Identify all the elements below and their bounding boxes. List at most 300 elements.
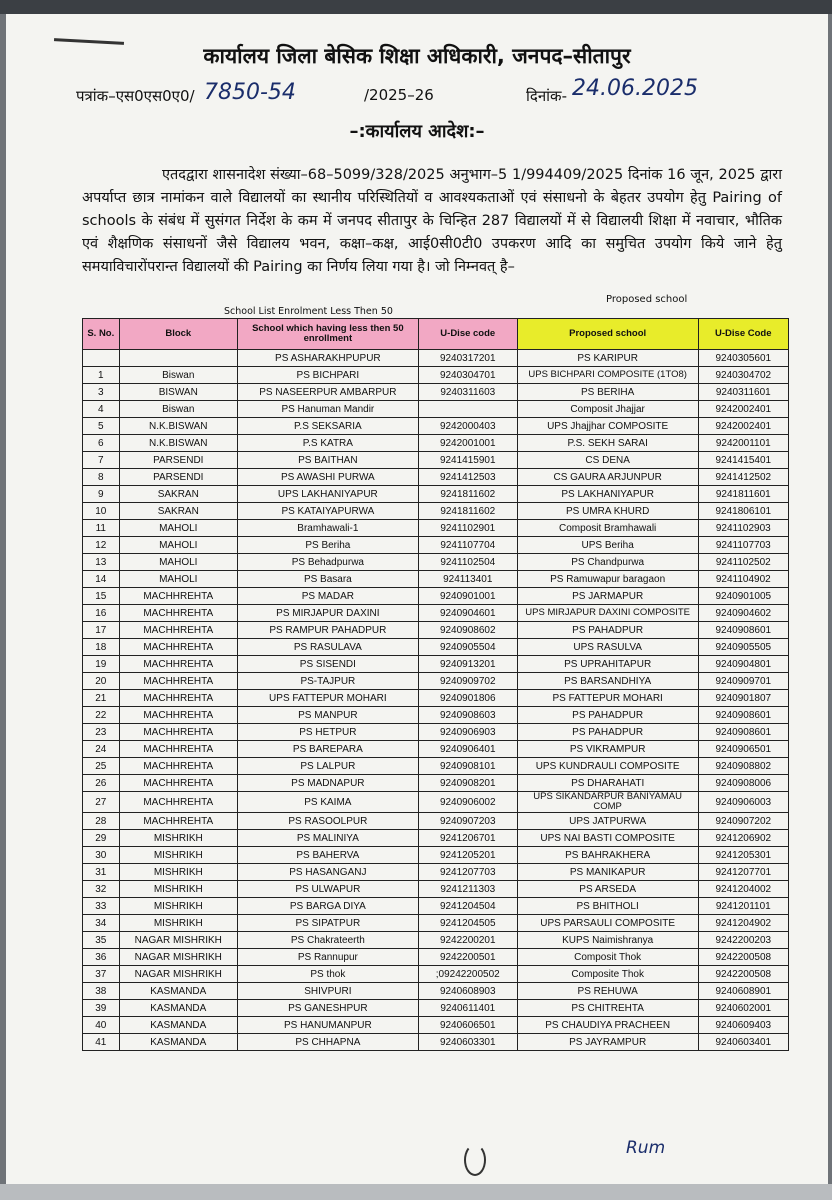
cell-school: PS RAMPUR PAHADPUR <box>237 622 418 639</box>
cell-udise: 9241206701 <box>418 830 517 847</box>
cell-block: MAHOLI <box>119 571 237 588</box>
cell-udise: 9240901806 <box>418 690 517 707</box>
cell-proposed-school: UPS NAI BASTI COMPOSITE <box>517 830 698 847</box>
date-value: 24.06.2025 <box>572 76 698 101</box>
cell-udise: 9241412503 <box>418 469 517 486</box>
cell-sno: 17 <box>83 622 120 639</box>
cell-proposed-school: PS JAYRAMPUR <box>517 1034 698 1051</box>
cell-block: MACHHREHTA <box>119 813 237 830</box>
table-row <box>83 1000 789 1017</box>
table-row <box>83 452 789 469</box>
cell-proposed-school: PS VIKRAMPUR <box>517 741 698 758</box>
cell-proposed-udise: 9241806101 <box>698 503 788 520</box>
cell-school: P.S SEKSARIA <box>237 418 418 435</box>
cell-proposed-udise: 9241207701 <box>698 864 788 881</box>
cell-proposed-udise: 9240905505 <box>698 639 788 656</box>
cell-block: MACHHREHTA <box>119 588 237 605</box>
cell-proposed-school: PS BARSANDHIYA <box>517 673 698 690</box>
cell-school: PS-TAJPUR <box>237 673 418 690</box>
cell-sno: 16 <box>83 605 120 622</box>
cell-block: MISHRIKH <box>119 847 237 864</box>
cell-proposed-udise: 9241201101 <box>698 898 788 915</box>
cell-school: PS SISENDI <box>237 656 418 673</box>
cell-block: MISHRIKH <box>119 898 237 915</box>
cell-school: PS GANESHPUR <box>237 1000 418 1017</box>
cell-school: PS Chakrateerth <box>237 932 418 949</box>
table-row <box>83 384 789 401</box>
cell-proposed-school: PS DHARAHATI <box>517 775 698 792</box>
cell-proposed-udise: 9240608901 <box>698 983 788 1000</box>
table-row <box>83 673 789 690</box>
cell-proposed-udise: 9241415401 <box>698 452 788 469</box>
cell-udise: 9240908602 <box>418 622 517 639</box>
cell-school: PS KAIMA <box>237 792 418 813</box>
cell-proposed-udise: 9241107703 <box>698 537 788 554</box>
cell-proposed-school: PS CHITREHTA <box>517 1000 698 1017</box>
cell-proposed-udise: 9241206902 <box>698 830 788 847</box>
cell-udise: 9240905504 <box>418 639 517 656</box>
cell-sno: 41 <box>83 1034 120 1051</box>
cell-block: MACHHREHTA <box>119 622 237 639</box>
cell-proposed-udise: 9240908802 <box>698 758 788 775</box>
cell-school: PS MIRJAPUR DAXINI <box>237 605 418 622</box>
cell-sno: 36 <box>83 949 120 966</box>
cell-school: UPS LAKHANIYAPUR <box>237 486 418 503</box>
cell-udise: 9240906401 <box>418 741 517 758</box>
table-header-row <box>83 319 789 350</box>
cell-proposed-school: PS PAHADPUR <box>517 707 698 724</box>
cell-block: MACHHREHTA <box>119 656 237 673</box>
cell-block: Biswan <box>119 367 237 384</box>
office-title: कार्यालय जिला बेसिक शिक्षा अधिकारी, जनपद–सीतापुर <box>203 44 631 68</box>
cell-udise: 924113401 <box>418 571 517 588</box>
cell-proposed-udise: 9240901807 <box>698 690 788 707</box>
cell-udise: 9240908101 <box>418 758 517 775</box>
cell-block: MAHOLI <box>119 537 237 554</box>
cell-sno: 30 <box>83 847 120 864</box>
cell-sno: 25 <box>83 758 120 775</box>
cell-block: KASMANDA <box>119 1017 237 1034</box>
cell-school: PS ASHARAKHPUPUR <box>237 350 418 367</box>
cell-proposed-school: CS GAURA ARJUNPUR <box>517 469 698 486</box>
table-row <box>83 741 789 758</box>
table-row <box>83 881 789 898</box>
cell-sno: 12 <box>83 537 120 554</box>
table-row <box>83 724 789 741</box>
cell-school: PS BICHPARI <box>237 367 418 384</box>
table-row <box>83 418 789 435</box>
header-sno: S. No. <box>83 319 120 350</box>
cell-school: PS MADAR <box>237 588 418 605</box>
cell-udise: 9240901001 <box>418 588 517 605</box>
cell-block: PARSENDI <box>119 452 237 469</box>
cell-proposed-udise: 9241204902 <box>698 915 788 932</box>
cell-proposed-udise: 9240304702 <box>698 367 788 384</box>
ref-number: 7850-54 <box>204 80 296 105</box>
cell-sno: 10 <box>83 503 120 520</box>
cell-udise: 9240608903 <box>418 983 517 1000</box>
cell-sno: 31 <box>83 864 120 881</box>
cell-udise: 9240913201 <box>418 656 517 673</box>
cell-block: MAHOLI <box>119 554 237 571</box>
table-caption-right: Proposed school <box>606 294 688 305</box>
cell-udise: 9240317201 <box>418 350 517 367</box>
cell-udise: 9240908603 <box>418 707 517 724</box>
cell-proposed-school: PS FATTEPUR MOHARI <box>517 690 698 707</box>
table-row <box>83 605 789 622</box>
cell-proposed-udise: 9240901005 <box>698 588 788 605</box>
cell-proposed-school: PS BERIHA <box>517 384 698 401</box>
cell-proposed-udise: 9241104902 <box>698 571 788 588</box>
cell-block: KASMANDA <box>119 1034 237 1051</box>
cell-sno: 29 <box>83 830 120 847</box>
cell-school: PS HANUMANPUR <box>237 1017 418 1034</box>
header-block: Block <box>119 319 237 350</box>
cell-proposed-udise: 9241205301 <box>698 847 788 864</box>
pairing-table <box>82 318 789 1051</box>
table-row <box>83 1034 789 1051</box>
cell-sno: 14 <box>83 571 120 588</box>
cell-proposed-school: UPS Jhajjhar COMPOSITE <box>517 418 698 435</box>
cell-udise: 9241211303 <box>418 881 517 898</box>
cell-udise: 9241811602 <box>418 486 517 503</box>
cell-sno: 7 <box>83 452 120 469</box>
cell-proposed-udise: 9240906501 <box>698 741 788 758</box>
table-row <box>83 520 789 537</box>
table-row <box>83 915 789 932</box>
cell-block: KASMANDA <box>119 983 237 1000</box>
cell-sno: 1 <box>83 367 120 384</box>
cell-block: MACHHREHTA <box>119 741 237 758</box>
cell-sno: 19 <box>83 656 120 673</box>
cell-sno: 34 <box>83 915 120 932</box>
cell-block: NAGAR MISHRIKH <box>119 932 237 949</box>
cell-proposed-school: UPS MIRJAPUR DAXINI COMPOSITE <box>517 605 698 622</box>
cell-block: N.K.BISWAN <box>119 435 237 452</box>
cell-sno: 27 <box>83 792 120 813</box>
cell-udise: 9241204505 <box>418 915 517 932</box>
cell-proposed-udise: 9241102502 <box>698 554 788 571</box>
cell-block: MACHHREHTA <box>119 758 237 775</box>
cell-proposed-udise: 9241102903 <box>698 520 788 537</box>
cell-sno: 38 <box>83 983 120 1000</box>
table-row <box>83 949 789 966</box>
table-row <box>83 435 789 452</box>
table-row <box>83 469 789 486</box>
cell-sno: 22 <box>83 707 120 724</box>
cell-udise: 9242200201 <box>418 932 517 949</box>
document-page <box>6 14 828 1184</box>
cell-block: MACHHREHTA <box>119 690 237 707</box>
cell-school: PS RASULAVA <box>237 639 418 656</box>
cell-school: PS ULWAPUR <box>237 881 418 898</box>
table-row <box>83 932 789 949</box>
cell-proposed-udise: 9240906003 <box>698 792 788 813</box>
cell-udise: 9240906002 <box>418 792 517 813</box>
cell-sno <box>83 350 120 367</box>
cell-proposed-udise: 9240908601 <box>698 724 788 741</box>
table-row <box>83 1017 789 1034</box>
cell-proposed-school: Composit Jhajjar <box>517 401 698 418</box>
cell-sno: 20 <box>83 673 120 690</box>
cell-proposed-school: PS PAHADPUR <box>517 724 698 741</box>
header-proposed-school: Proposed school <box>517 319 698 350</box>
cell-block: PARSENDI <box>119 469 237 486</box>
cell-proposed-school: Composit Bramhawali <box>517 520 698 537</box>
cell-udise: 9242001001 <box>418 435 517 452</box>
cell-block: MACHHREHTA <box>119 792 237 813</box>
ref-label: पत्रांक–एस0एस0ए0/ <box>76 87 195 105</box>
cell-udise: 9241102504 <box>418 554 517 571</box>
cell-block: MACHHREHTA <box>119 724 237 741</box>
order-body: एतदद्वारा शासनादेश संख्या–68–5099/328/2025 अनुभाग–5 1/994409/2025 दिनांक 16 जून, 2025 द्वारा अपर्याप्त छात्र नामांकन वाले विद्यालयों का स्थानीय परिस्थितियों व आवश्यकताओं एवं संसाधनो के बेहतर उपयोग हेतु Pairing of schools के संबंध में सुसंगत निर्देश के कम में जनपद सीतापुर के चिन्हित 287 विद्यालयों में से विद्यालयी शिक्षा में नवाचार, भौतिक एवं शैक्षणिक संसाधनों जैसे विद्यालय भवन, कक्षा–कक्ष, आई0सी0टी0 उपकरण आदि का समुचित उपयोग किये जाने हेतु समयाविचारोंपरान्त विद्यालयों की Pairing का निर्णय लिया गया है। जो निम्नवत् है– <box>82 167 782 275</box>
cell-proposed-udise: 9242002401 <box>698 401 788 418</box>
header-proposed-udise: U-Dise Code <box>698 319 788 350</box>
cell-udise: 9241102901 <box>418 520 517 537</box>
table-row <box>83 350 789 367</box>
table-row <box>83 401 789 418</box>
cell-proposed-udise: 9242200508 <box>698 966 788 983</box>
cell-proposed-school: PS PAHADPUR <box>517 622 698 639</box>
cell-block: BISWAN <box>119 384 237 401</box>
cell-school: PS LALPUR <box>237 758 418 775</box>
cell-udise: 9240603301 <box>418 1034 517 1051</box>
cell-proposed-udise: 9240907202 <box>698 813 788 830</box>
cell-sno: 4 <box>83 401 120 418</box>
cell-proposed-udise: 9240908601 <box>698 622 788 639</box>
table-row <box>83 707 789 724</box>
cell-sno: 33 <box>83 898 120 915</box>
table-row <box>83 792 789 813</box>
cell-school: PS Basara <box>237 571 418 588</box>
cell-proposed-school: PS UMRA KHURD <box>517 503 698 520</box>
cell-sno: 11 <box>83 520 120 537</box>
cell-proposed-school: CS DENA <box>517 452 698 469</box>
cell-school: PS Behadpurwa <box>237 554 418 571</box>
cell-block: MISHRIKH <box>119 830 237 847</box>
cell-proposed-school: Composite Thok <box>517 966 698 983</box>
cell-school: PS BAREPARA <box>237 741 418 758</box>
cell-udise: 9241415901 <box>418 452 517 469</box>
cell-proposed-udise: 9242001101 <box>698 435 788 452</box>
cell-school: PS thok <box>237 966 418 983</box>
cell-school: PS MANPUR <box>237 707 418 724</box>
cell-block: NAGAR MISHRIKH <box>119 966 237 983</box>
cell-sno: 6 <box>83 435 120 452</box>
cell-school: PS BAITHAN <box>237 452 418 469</box>
cell-school: PS Beriha <box>237 537 418 554</box>
cell-proposed-udise: 9240305601 <box>698 350 788 367</box>
cell-school: PS CHHAPNA <box>237 1034 418 1051</box>
cell-block <box>119 350 237 367</box>
cell-school: PS RASOOLPUR <box>237 813 418 830</box>
cell-sno: 32 <box>83 881 120 898</box>
cell-proposed-school: Composit Thok <box>517 949 698 966</box>
cell-udise: 9240908201 <box>418 775 517 792</box>
cell-proposed-udise: 9241412502 <box>698 469 788 486</box>
cell-block: Biswan <box>119 401 237 418</box>
cell-school: P.S KATRA <box>237 435 418 452</box>
table-row <box>83 537 789 554</box>
cell-block: MACHHREHTA <box>119 707 237 724</box>
table-row <box>83 588 789 605</box>
table-row <box>83 813 789 830</box>
cell-udise: 9241107704 <box>418 537 517 554</box>
cell-udise: 9242200501 <box>418 949 517 966</box>
cell-sno: 18 <box>83 639 120 656</box>
cell-udise: 9240611401 <box>418 1000 517 1017</box>
cell-sno: 5 <box>83 418 120 435</box>
cell-proposed-udise: 9240311601 <box>698 384 788 401</box>
cell-sno: 37 <box>83 966 120 983</box>
cell-sno: 35 <box>83 932 120 949</box>
cell-school: PS HETPUR <box>237 724 418 741</box>
order-title: –:कार्यालय आदेश:– <box>349 121 485 142</box>
bottom-bar <box>0 1184 832 1200</box>
cell-school: PS MADNAPUR <box>237 775 418 792</box>
cell-sno: 8 <box>83 469 120 486</box>
cell-sno: 28 <box>83 813 120 830</box>
cell-proposed-udise: 9240609403 <box>698 1017 788 1034</box>
table-row <box>83 775 789 792</box>
signature-mark <box>464 1144 486 1176</box>
cell-proposed-school: PS UPRAHITAPUR <box>517 656 698 673</box>
cell-proposed-school: UPS JATPURWA <box>517 813 698 830</box>
cell-proposed-school: P.S. SEKH SARAI <box>517 435 698 452</box>
cell-proposed-school: PS REHUWA <box>517 983 698 1000</box>
cell-proposed-udise: 9240909701 <box>698 673 788 690</box>
cell-udise: 9240904601 <box>418 605 517 622</box>
header-school: School which having less then 50 enrollment <box>237 319 418 350</box>
cell-block: NAGAR MISHRIKH <box>119 949 237 966</box>
table-row <box>83 554 789 571</box>
cell-udise: 9240606501 <box>418 1017 517 1034</box>
cell-proposed-udise: 9242200203 <box>698 932 788 949</box>
cell-proposed-school: UPS BICHPARI COMPOSITE (1TO8) <box>517 367 698 384</box>
cell-proposed-udise: 9240904801 <box>698 656 788 673</box>
cell-block: MISHRIKH <box>119 881 237 898</box>
table-caption-left: School List Enrolment Less Then 50 <box>224 306 393 317</box>
cell-sno: 3 <box>83 384 120 401</box>
table-row <box>83 690 789 707</box>
cell-school: PS HASANGANJ <box>237 864 418 881</box>
cell-udise: 9240311603 <box>418 384 517 401</box>
cell-udise: ;09242200502 <box>418 966 517 983</box>
table-row <box>83 898 789 915</box>
table-row <box>83 830 789 847</box>
cell-school: PS BAHERVA <box>237 847 418 864</box>
cell-block: MACHHREHTA <box>119 639 237 656</box>
cell-school: Bramhawali-1 <box>237 520 418 537</box>
cell-proposed-udise: 9242002401 <box>698 418 788 435</box>
cell-udise: 9240907203 <box>418 813 517 830</box>
cell-sno: 15 <box>83 588 120 605</box>
cell-sno: 9 <box>83 486 120 503</box>
cell-proposed-school: UPS SIKANDARPUR BANIYAMAU COMP <box>517 792 698 813</box>
cell-school: PS Hanuman Mandir <box>237 401 418 418</box>
cell-proposed-school: KUPS Naimishranya <box>517 932 698 949</box>
cell-proposed-udise: 9240603401 <box>698 1034 788 1051</box>
table-row <box>83 758 789 775</box>
header-udise: U-Dise code <box>418 319 517 350</box>
cell-sno: 26 <box>83 775 120 792</box>
cell-sno: 21 <box>83 690 120 707</box>
cell-school: PS Rannupur <box>237 949 418 966</box>
cell-school: PS AWASHI PURWA <box>237 469 418 486</box>
cell-udise: 9240906903 <box>418 724 517 741</box>
table-row <box>83 864 789 881</box>
cell-block: MACHHREHTA <box>119 605 237 622</box>
cell-udise: 9242000403 <box>418 418 517 435</box>
cell-block: MACHHREHTA <box>119 775 237 792</box>
cell-sno: 13 <box>83 554 120 571</box>
cell-sno: 24 <box>83 741 120 758</box>
cell-udise: 9240304701 <box>418 367 517 384</box>
cell-school: UPS FATTEPUR MOHARI <box>237 690 418 707</box>
top-bar <box>0 0 832 14</box>
table-row <box>83 639 789 656</box>
cell-proposed-school: UPS Beriha <box>517 537 698 554</box>
cell-sno: 39 <box>83 1000 120 1017</box>
cell-sno: 40 <box>83 1017 120 1034</box>
cell-proposed-school: PS MANIKAPUR <box>517 864 698 881</box>
cell-school: PS MALINIYA <box>237 830 418 847</box>
table-row <box>83 847 789 864</box>
cell-school: SHIVPURI <box>237 983 418 1000</box>
cell-proposed-school: PS ARSEDA <box>517 881 698 898</box>
cell-proposed-school: PS JARMAPUR <box>517 588 698 605</box>
cell-school: PS NASEERPUR AMBARPUR <box>237 384 418 401</box>
date-label: दिनांक- <box>526 87 567 105</box>
cell-block: MAHOLI <box>119 520 237 537</box>
ref-year: /2025–26 <box>364 86 434 104</box>
cell-proposed-udise: 9241204002 <box>698 881 788 898</box>
table-row <box>83 571 789 588</box>
cell-proposed-school: PS Chandpurwa <box>517 554 698 571</box>
cell-proposed-school: PS Ramuwapur baragaon <box>517 571 698 588</box>
cell-proposed-school: UPS RASULVA <box>517 639 698 656</box>
cell-school: PS BARGA DIYA <box>237 898 418 915</box>
table-row <box>83 503 789 520</box>
table-row <box>83 622 789 639</box>
cell-proposed-udise: 9240904602 <box>698 605 788 622</box>
cell-udise: 9240909702 <box>418 673 517 690</box>
cell-proposed-school: PS BHITHOLI <box>517 898 698 915</box>
cell-proposed-udise: 9240908601 <box>698 707 788 724</box>
cell-block: SAKRAN <box>119 486 237 503</box>
cell-udise: 9241811602 <box>418 503 517 520</box>
table-row <box>83 486 789 503</box>
cell-block: KASMANDA <box>119 1000 237 1017</box>
cell-udise: 9241205201 <box>418 847 517 864</box>
cell-block: N.K.BISWAN <box>119 418 237 435</box>
cell-udise <box>418 401 517 418</box>
cell-block: MISHRIKH <box>119 915 237 932</box>
cell-proposed-udise: 9240602001 <box>698 1000 788 1017</box>
cell-proposed-udise: 9240908006 <box>698 775 788 792</box>
table-row <box>83 367 789 384</box>
cell-proposed-school: PS BAHRAKHERA <box>517 847 698 864</box>
cell-block: SAKRAN <box>119 503 237 520</box>
cell-udise: 9241204504 <box>418 898 517 915</box>
cell-block: MACHHREHTA <box>119 673 237 690</box>
cell-proposed-school: PS CHAUDIYA PRACHEEN <box>517 1017 698 1034</box>
table-row <box>83 966 789 983</box>
cell-proposed-school: PS KARIPUR <box>517 350 698 367</box>
signature: Rum <box>626 1138 666 1158</box>
cell-school: PS KATAIYAPURWA <box>237 503 418 520</box>
cell-proposed-udise: 9241811601 <box>698 486 788 503</box>
